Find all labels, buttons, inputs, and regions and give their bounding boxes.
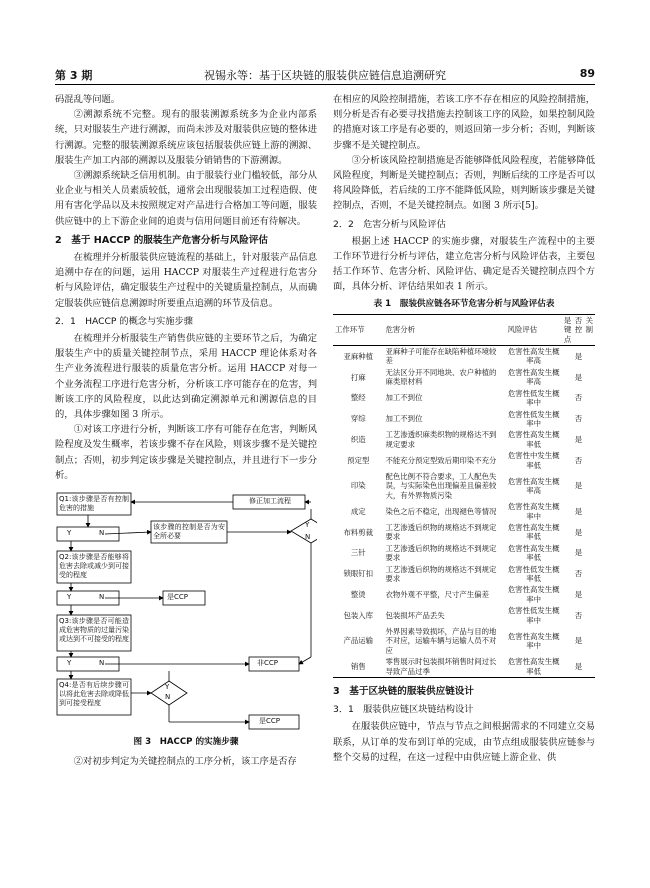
figure-caption: 图 3 HACCP 的实施步骤	[133, 737, 239, 748]
subsection-heading: 2．1 HACCP 的概念与实施步骤	[55, 315, 193, 327]
paragraph: 码混乱等问题。	[55, 94, 121, 105]
q3-label: Q3:该步骤是否可能造成危害物质的过量污染或达到不可接受的程度	[59, 617, 129, 644]
paragraph: 在服装供应链中，节点与节点之间根据需求的不同建立交易联系，从订单的发布到订单的完成，由节点组成服装供应链参与整个交易的过程，在这一过程中由供应链上游企业、供	[333, 721, 595, 763]
table-cell: 工艺渗透后织物的规格达不到规定要求	[385, 543, 497, 563]
table-row	[333, 605, 595, 626]
table-cell: 是	[562, 656, 595, 677]
q3-no: N	[99, 659, 105, 668]
diamond2-no: N	[165, 693, 171, 702]
table-header: 是否关键控制点	[563, 315, 593, 344]
table-row	[333, 584, 595, 605]
q2-yes: Y	[67, 593, 72, 602]
table-cell: 不能充分预定型致后期印染不充分	[385, 455, 497, 465]
necessity-label: 该步骤的控制是否为安全所必要	[153, 523, 225, 541]
table-cell: 工艺渗透后织物的规格达不到规定要求	[385, 522, 497, 542]
table-row	[333, 626, 595, 656]
table-cell: 外界因素导致损坏，产品与目的地不对应，运输车辆与运输人员不对应	[385, 627, 497, 655]
table-cell: 危害性高发生概率中	[507, 585, 560, 604]
table-caption: 表 1 服装供应链各环节危害分析与风险评估表	[373, 298, 555, 309]
table-row	[333, 471, 595, 501]
table-cell: 危害性高发生概率中	[507, 631, 560, 651]
diamond1-no: N	[305, 533, 311, 542]
diamond1-yes: Y	[305, 521, 310, 530]
table-cell: 包装损坏产品丢失	[385, 610, 445, 620]
page-number: 89	[579, 67, 595, 80]
q2-label: Q2:该步骤是否能够将危害去除或减少到可接受的程度	[59, 553, 129, 580]
table-cell: 否	[574, 393, 583, 403]
table-cell: 配色比例不符合要求，工人配色失误，与实际染色出现偏差且偏差较大，有外界物质污染	[385, 471, 497, 500]
table-cell: 危害性高发生概率高	[507, 347, 560, 366]
table-cell: 是	[574, 506, 583, 516]
table-cell: 危害性高发生概率低	[507, 543, 560, 563]
table-cell: 危害性低发生概率中	[507, 409, 560, 428]
table-cell: 三针	[350, 548, 366, 558]
table-cell: 预定型	[347, 455, 370, 465]
table-cell: 锁眼钉扣	[343, 569, 374, 579]
table-row	[333, 564, 595, 585]
table-cell: 是	[574, 481, 583, 491]
table-row	[333, 388, 595, 409]
table-cell: 是	[574, 636, 583, 646]
table-cell: 是	[574, 351, 583, 361]
table-cell: 亚麻种植	[343, 351, 374, 361]
diamond2-yes: Y	[165, 683, 170, 692]
table-row	[333, 543, 595, 564]
table-cell: 销售	[333, 656, 384, 677]
table-cell: 亚麻种子可能存在缺陷种植环境较差	[385, 347, 497, 366]
running-title: 祝锡永等：基于区块链的服装供应链信息追溯研究	[204, 69, 446, 82]
table-cell: 产品运输	[343, 636, 374, 646]
table-cell: 工艺渗透后织物的规格达不到规定要求	[385, 564, 497, 583]
paragraph: 在梳理并分析服装供应链流程的基础上，针对服装产品信息追溯中存在的问题，运用 HACCP 对服装生产过程进行危害分析与风险评估，确定服装生产过程中的关键质量控制点，从而确定服装供应链信息溯源时所要重点追溯的环节及信息。	[55, 252, 317, 309]
paragraph: 在相应的风险控制措施，若该工序不存在相应的风险控制措施，则分析是否有必要寻找措施去控制该工序的风险，如果控制风险的措施对该工序是有必要的，则返回第一步分析；否则，判断该步骤不是关键控制点。	[333, 94, 595, 151]
table-row	[333, 501, 595, 522]
table-cell: 否	[574, 455, 583, 465]
paragraph: ②对初步判定为关键控制点的工序分析，该工序是否存	[73, 756, 297, 768]
table-cell: 是	[574, 548, 583, 558]
paragraph: ②溯源系统不完整。现有的服装溯源系统多为企业内部系统，只对服装生产进行溯源，而尚未涉及对服装供应链的整体进行溯源。完整的服装溯源系统应该包括服装供应链上游的溯源、服装生产加工内部的溯源以及服装分销销售的下游溯源。	[55, 109, 317, 166]
paragraph: ③分析该风险控制措施是否能够降低风险程度，若能够降低风险程度，判断是关键控制点；否则，判断后续的工序是否可以将风险降低，若后续的工序不能降低风险，则判断该步骤是关键控制点，否则，不是关键控制点。如图 3 所示[5]。	[333, 154, 595, 212]
table-cell: 危害性高发生概率中	[507, 502, 560, 521]
q4-label: Q4:是否有后续步骤可以将此危害去除或降低到可接受程度	[59, 681, 129, 708]
table-cell: 印染	[350, 481, 366, 491]
table-cell: 危害性高发生概率低	[507, 430, 560, 449]
table-cell: 危害性低发生概率中	[507, 388, 560, 408]
table-cell: 整经	[350, 393, 366, 403]
table-cell: 是	[574, 590, 583, 600]
table-header: 危害分析	[384, 314, 506, 345]
table-cell: 危害性高发生概率高	[507, 367, 560, 387]
q1-yes: Y	[67, 529, 72, 538]
table-row	[333, 346, 595, 367]
fix-process-label: 修正加工流程	[249, 497, 291, 506]
table-cell: 危害性低发生概率低	[507, 564, 560, 583]
left-column	[55, 92, 317, 769]
table-header: 风险评估	[506, 314, 562, 345]
table-cell: 加工不到位	[385, 393, 423, 403]
table-row	[333, 409, 595, 430]
section-heading: 2 基于 HACCP 的服装生产危害分析与风险评估	[55, 234, 269, 246]
q2-no: N	[99, 593, 105, 602]
table-cell: 无法区分开不同地块、农户种植的麻类原材料	[385, 367, 497, 387]
table-row	[333, 367, 595, 388]
table-cell: 是	[574, 372, 583, 382]
table-cell: 危害性低发生概率中	[507, 606, 560, 625]
table-cell: 包装入库	[343, 610, 374, 620]
table-cell: 危害性高发生概率低	[506, 656, 562, 677]
table-cell: 否	[574, 569, 583, 579]
q1-no: N	[99, 529, 105, 538]
paragraph: 在梳理并分析服装生产销售供应链的主要环节之后，为确定服装生产中的质量关键控制节点，采用 HACCP 理论体系对各生产业务流程进行服装的质量危害分析。运用 HACCP 对每一个业务流程工序进行危害分析，分析该工序可能存在的危害，判断该工序的风险程度，以此达到确定溯源单元和溯源信息的目的，具体步骤如图 3 所示。	[55, 333, 317, 421]
hazard-table	[333, 314, 595, 678]
table-cell: 染色之后不稳定，出现褪色等情况	[385, 506, 497, 516]
running-header	[55, 64, 595, 85]
table-row	[333, 656, 595, 677]
right-column	[333, 92, 595, 765]
decision-diamond-1	[291, 519, 317, 543]
q1-label: Q1:该步骤是否有控制危害的措施	[59, 495, 129, 513]
table-cell: 危害性高发生概率低	[507, 522, 560, 542]
table-cell: 工艺渗透织麻类织物的规格达不到规定要求	[385, 430, 497, 449]
table-cell: 否	[574, 610, 583, 620]
subsection-heading: 3．1 服装供应链区块链结构设计	[333, 704, 474, 716]
table-cell: 危害性高发生概率高	[507, 476, 560, 496]
table-cell: 是	[574, 527, 583, 537]
q3-yes: Y	[67, 659, 72, 668]
table-cell: 布料剪裁	[343, 527, 374, 537]
table-cell: 穿综	[350, 414, 366, 424]
table-cell: 加工不到位	[385, 414, 423, 424]
section-heading: 3 基于区块链的服装供应链设计	[333, 686, 474, 698]
table-cell: 零售展示时包装损坏销售时间过长导致产品过季	[384, 656, 506, 677]
table-cell: 否	[574, 414, 583, 424]
issue-number: 第 3 期	[55, 69, 93, 82]
subsection-heading: 2．2 危害分析与风险评估	[333, 218, 446, 230]
not-ccp-label: 非CCP	[257, 659, 278, 668]
ccp-label-2: 是CCP	[259, 717, 280, 726]
table-cell: 成定	[350, 506, 366, 516]
table-cell: 整烫	[350, 590, 366, 600]
haccp-flowchart	[55, 489, 317, 733]
table-row	[333, 450, 595, 471]
table-cell: 是	[574, 435, 583, 445]
paragraph: ①对该工序进行分析，判断该工序有可能存在危害，判断风险程度及发生概率，若该步骤不存在风险，则该步骤不是关键控制点；否则，初步判定该步骤是关键控制点，并且进行下一步分析。	[55, 424, 317, 481]
table-cell: 危害性中发生概率低	[507, 451, 560, 470]
table-cell: 打麻	[350, 372, 366, 382]
paragraph: ③溯源系统缺乏信用机制。由于服装行业门槛较低，部分从业企业与相关人员素质较低，通常会出现服装加工过程造假、使用有害化学品以及未按照规定对产品进行合格加工等问题，服装供应链中的上下游企业间的追责与信用问题目前还有待解决。	[55, 170, 317, 227]
table-header: 工作环节	[333, 314, 384, 345]
table-cell: 织造	[350, 435, 366, 445]
paragraph: 根据上述 HACCP 的实施步骤，对服装生产流程中的主要工作环节进行分析与评估，建立危害分析与风险评估表，主要包括工作环节、危害分析、风险评估、确定是否关键控制点四个方面，具体分析、评估结果如表 1 所示。	[333, 235, 595, 293]
table-row	[333, 522, 595, 543]
ccp-label-1: 是CCP	[167, 593, 188, 602]
table-cell: 衣物外观不平整，尺寸产生偏差	[385, 590, 489, 600]
table-row	[333, 429, 595, 450]
